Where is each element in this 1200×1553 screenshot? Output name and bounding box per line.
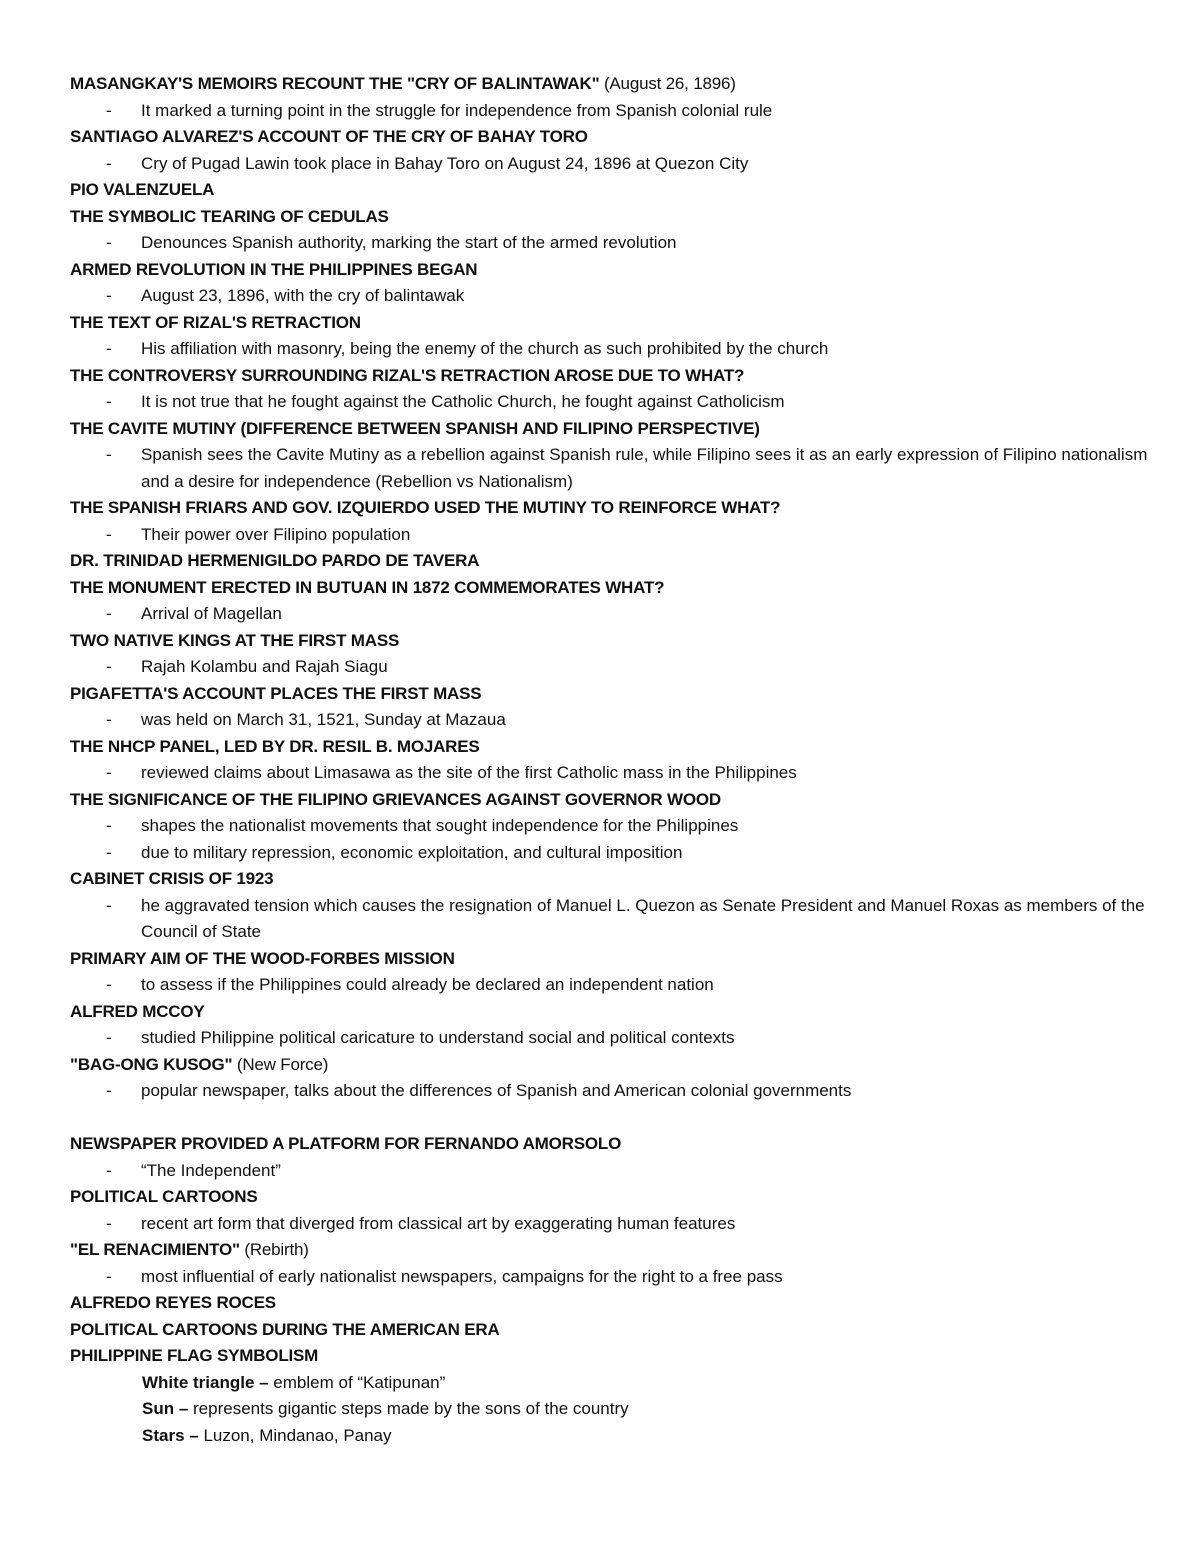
heading-text: THE SYMBOLIC TEARING OF CEDULAS	[70, 206, 389, 226]
list-item-text: he aggravated tension which causes the resignation of Manuel L. Quezon as Senate President and Manuel Roxas as members of the Council of State	[141, 895, 1145, 941]
heading-text: "EL RENACIMIENTO"	[70, 1240, 240, 1259]
list-item	[70, 813, 1160, 840]
list-item	[70, 1078, 1160, 1105]
list-item-text: to assess if the Philippines could already be declared an independent nation	[141, 975, 714, 994]
section-heading	[70, 124, 1160, 151]
symbol-item	[70, 1396, 1160, 1423]
bullet-marker: -	[106, 233, 112, 252]
list-item-text: reviewed claims about Limasawa as the site of the first Catholic mass in the Philippines	[141, 763, 797, 782]
heading-text: THE SIGNIFICANCE OF THE FILIPINO GRIEVANCES AGAINST GOVERNOR WOOD	[70, 789, 721, 809]
section-heading	[70, 495, 1160, 522]
bullet-marker: -	[106, 710, 112, 729]
section-heading	[70, 177, 1160, 204]
heading-text: NEWSPAPER PROVIDED A PLATFORM FOR FERNANDO AMORSOLO	[70, 1134, 622, 1153]
symbol-meaning: emblem of “Katipunan”	[273, 1372, 446, 1392]
section-heading	[70, 363, 1160, 390]
document-body	[70, 71, 1160, 1449]
section-heading	[70, 1317, 1160, 1344]
list-item	[70, 654, 1160, 681]
bullet-marker: -	[106, 842, 112, 862]
list-item-text: Arrival of Magellan	[141, 604, 282, 623]
list-item-text: Rajah Kolambu and Rajah Siagu	[141, 657, 388, 676]
heading-note: (New Force)	[232, 1054, 329, 1074]
heading-text: ALFRED MCCOY	[70, 1001, 205, 1021]
section-heading	[70, 548, 1160, 575]
section-heading	[70, 734, 1160, 761]
section-heading	[70, 999, 1160, 1026]
heading-text: THE NHCP PANEL, LED BY DR. RESIL B. MOJARES	[70, 736, 480, 756]
list-item	[70, 230, 1160, 257]
section-heading	[70, 71, 1160, 98]
bullet-marker: -	[106, 1266, 112, 1286]
section-heading	[70, 416, 1160, 443]
bullet-marker: -	[106, 895, 112, 915]
section-heading	[70, 575, 1160, 602]
bullet-marker: -	[106, 1160, 112, 1180]
heading-text: THE CONTROVERSY SURROUNDING RIZAL'S RETRACTION AROSE DUE TO WHAT?	[70, 365, 745, 385]
symbol-meaning: represents gigantic steps made by the sons of the country	[193, 1399, 629, 1418]
bullet-marker: -	[106, 153, 112, 173]
list-item	[70, 601, 1160, 628]
heading-text: PIO VALENZUELA	[70, 180, 215, 199]
list-item-text: Their power over Filipino population	[141, 524, 411, 544]
section-heading	[70, 628, 1160, 655]
list-item-text: It is not true that he fought against the Catholic Church, he fought against Catholicism	[141, 392, 785, 411]
list-item	[70, 893, 1160, 946]
heading-text: SANTIAGO ALVAREZ'S ACCOUNT OF THE CRY OF BAHAY TORO	[70, 127, 588, 146]
heading-text: THE SPANISH FRIARS AND GOV. IZQUIERDO USED THE MUTINY TO REINFORCE WHAT?	[70, 498, 781, 517]
section-heading	[70, 1343, 1160, 1370]
section-heading	[70, 946, 1160, 973]
heading-text: CABINET CRISIS OF 1923	[70, 869, 274, 888]
section-heading	[70, 1131, 1160, 1158]
section-heading	[70, 257, 1160, 284]
heading-text: "BAG-ONG KUSOG"	[70, 1054, 233, 1074]
section-heading	[70, 1184, 1160, 1211]
list-item-text: most influential of early nationalist newspapers, campaigns for the right to a free pass	[141, 1266, 783, 1286]
bullet-marker: -	[106, 763, 112, 782]
symbol-item	[70, 1423, 1160, 1450]
list-item	[70, 336, 1160, 363]
list-item-text: studied Philippine political caricature to understand social and political contexts	[141, 1028, 735, 1047]
list-item	[70, 1158, 1160, 1185]
list-item	[70, 707, 1160, 734]
list-item-text: recent art form that diverged from classical art by exaggerating human features	[141, 1213, 736, 1233]
list-item-text: shapes the nationalist movements that sought independence for the Philippines	[141, 816, 739, 835]
symbol-item	[70, 1370, 1160, 1397]
list-item	[70, 151, 1160, 178]
bullet-marker: -	[106, 604, 112, 623]
symbol-term: Stars –	[142, 1425, 204, 1445]
list-item-text: It marked a turning point in the struggle for independence from Spanish colonial rule	[141, 100, 773, 120]
list-item	[70, 1264, 1160, 1291]
blank-line	[70, 1105, 1160, 1132]
heading-text: MASANGKAY'S MEMOIRS RECOUNT THE "CRY OF BALINTAWAK"	[70, 74, 600, 93]
bullet-marker: -	[106, 100, 112, 120]
bullet-marker: -	[106, 392, 112, 411]
list-item	[70, 760, 1160, 787]
list-item	[70, 389, 1160, 416]
section-heading	[70, 310, 1160, 337]
list-item-text: Denounces Spanish authority, marking the start of the armed revolution	[141, 233, 677, 252]
heading-text: PHILIPPINE FLAG SYMBOLISM	[70, 1346, 319, 1365]
bullet-marker: -	[106, 524, 112, 544]
list-item	[70, 972, 1160, 999]
bullet-marker: -	[106, 975, 112, 994]
list-item-text: “The Independent”	[141, 1160, 281, 1180]
section-heading	[70, 204, 1160, 231]
heading-text: THE CAVITE MUTINY (DIFFERENCE BETWEEN SPANISH AND FILIPINO PERSPECTIVE)	[70, 418, 760, 438]
heading-text: ARMED REVOLUTION IN THE PHILIPPINES BEGAN	[70, 259, 478, 279]
bullet-marker: -	[106, 816, 112, 835]
section-heading	[70, 1290, 1160, 1317]
heading-text: TWO NATIVE KINGS AT THE FIRST MASS	[70, 630, 400, 650]
bullet-marker: -	[106, 445, 112, 464]
list-item-text: August 23, 1896, with the cry of balintawak	[141, 286, 465, 305]
heading-text: POLITICAL CARTOONS DURING THE AMERICAN ERA	[70, 1319, 500, 1339]
list-item-text: was held on March 31, 1521, Sunday at Mazaua	[141, 710, 506, 729]
heading-text: THE MONUMENT ERECTED IN BUTUAN IN 1872 COMMEMORATES WHAT?	[70, 577, 665, 597]
list-item-text: Spanish sees the Cavite Mutiny as a rebellion against Spanish rule, while Filipino sees it as an early expression of Filipino nationalism and a desire for independence (Rebellion vs Nationalism)	[141, 445, 1148, 491]
section-heading	[70, 1237, 1160, 1264]
heading-text: PIGAFETTA'S ACCOUNT PLACES THE FIRST MASS	[70, 683, 482, 703]
section-heading	[70, 866, 1160, 893]
list-item	[70, 283, 1160, 310]
heading-text: POLITICAL CARTOONS	[70, 1187, 258, 1206]
section-heading	[70, 1052, 1160, 1079]
section-heading	[70, 681, 1160, 708]
bullet-marker: -	[106, 1028, 112, 1047]
bullet-marker: -	[106, 286, 112, 305]
list-item	[70, 522, 1160, 549]
heading-note: (August 26, 1896)	[599, 74, 736, 93]
list-item	[70, 840, 1160, 867]
list-item-text: due to military repression, economic exploitation, and cultural imposition	[141, 842, 683, 862]
list-item-text: Cry of Pugad Lawin took place in Bahay Toro on August 24, 1896 at Quezon City	[141, 153, 749, 173]
symbol-meaning: Luzon, Mindanao, Panay	[203, 1425, 392, 1445]
list-item	[70, 1211, 1160, 1238]
list-item-text: popular newspaper, talks about the differences of Spanish and American colonial governments	[141, 1081, 852, 1100]
section-heading	[70, 787, 1160, 814]
heading-text: THE TEXT OF RIZAL'S RETRACTION	[70, 312, 361, 332]
list-item	[70, 442, 1160, 495]
heading-text: DR. TRINIDAD HERMENIGILDO PARDO DE TAVERA	[70, 551, 480, 570]
list-item	[70, 98, 1160, 125]
list-item	[70, 1025, 1160, 1052]
heading-text: ALFREDO REYES ROCES	[70, 1293, 276, 1312]
bullet-marker: -	[106, 1081, 112, 1100]
list-item-text: His affiliation with masonry, being the enemy of the church as such prohibited by the church	[141, 339, 829, 358]
bullet-marker: -	[106, 1213, 112, 1233]
heading-text: PRIMARY AIM OF THE WOOD-FORBES MISSION	[70, 948, 455, 968]
symbol-term: Sun –	[142, 1399, 194, 1418]
symbol-term: White triangle –	[142, 1372, 274, 1392]
bullet-marker: -	[106, 657, 112, 676]
bullet-marker: -	[106, 339, 112, 358]
heading-note: (Rebirth)	[239, 1240, 309, 1259]
